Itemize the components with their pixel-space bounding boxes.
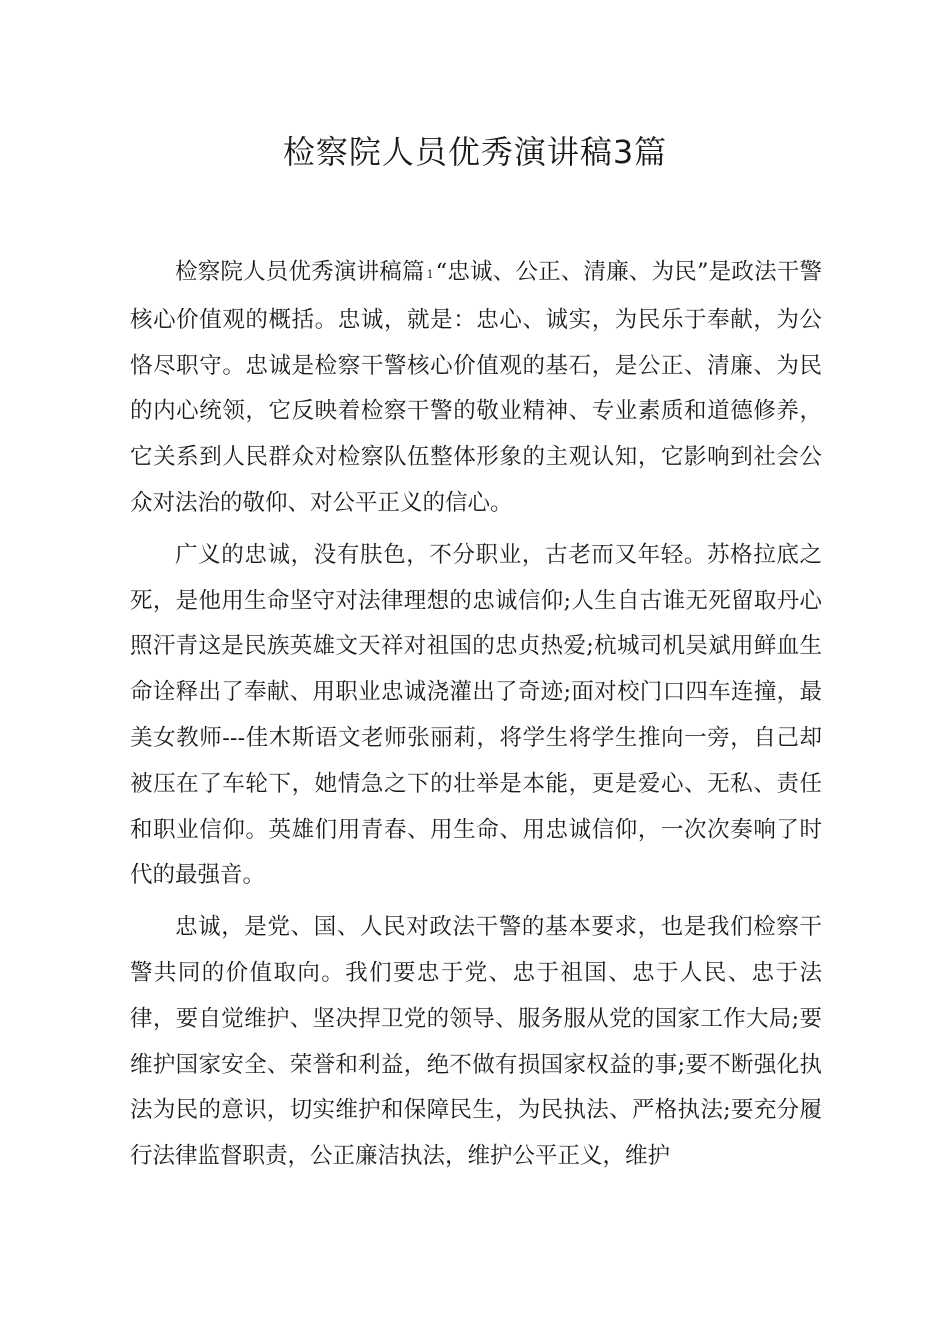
paragraph-1-lead: 检察院人员优秀演讲稿篇: [175, 259, 425, 285]
paragraph-3: 忠诚，是党、国、人民对政法干警的基本要求，也是我们检察干警共同的价值取向。我们要忠于党、忠于祖国、忠于人民、忠于法律，要自觉维护、坚决捍卫党的领导、服务服从党的国家工作大局;要维护国家安全、荣誉和利益，绝不做有损国家权益的事;要不断强化执法为民的意识，切实维护和保障民生，为民执法、严格执法;要充分履行法律监督职责，公正廉洁执法，维护公平正义，维护: [130, 914, 822, 1170]
paragraph-2: 广义的忠诚，没有肤色，不分职业，古老而又年轻。苏格拉底之死，是他用生命坚守对法律理想的忠诚信仰;人生自古谁无死留取丹心照汗青这是民族英雄文天祥对祖国的忠贞热爱;杭城司机吴斌用鲜血生命诠释出了奉献、用职业忠诚浇灌出了奇迹;面对校门口四车连撞，最美女教师---佳木斯语文老师张丽莉，将学生将学生推向一旁，自己却被压在了车轮下，她情急之下的壮举是本能，更是爱心、无私、责任和职业信仰。英雄们用青春、用生命、用忠诚信仰，一次次奏响了时代的最强音。: [130, 541, 822, 889]
document-title: 检察院人员优秀演讲稿3篇: [282, 133, 668, 171]
paragraph-1: [130, 250, 822, 527]
paragraph-1-marker: 1: [426, 268, 434, 281]
paragraph-1-text: “忠诚、公正、清廉、为民”是政法干警核心价值观的概括。忠诚，就是：忠心、诚实，为民乐于奉献，为公恪尽职守。忠诚是检察干警核心价值观的基石，是公正、清廉、为民的内心统领，它反映着检察干警的敬业精神、专业素质和道德修养，它关系到人民群众对检察队伍整体形象的主观认知，它影响到社会公众对法治的敬仰、对公平正义的信心。: [130, 259, 822, 516]
document-body: [130, 250, 822, 1186]
